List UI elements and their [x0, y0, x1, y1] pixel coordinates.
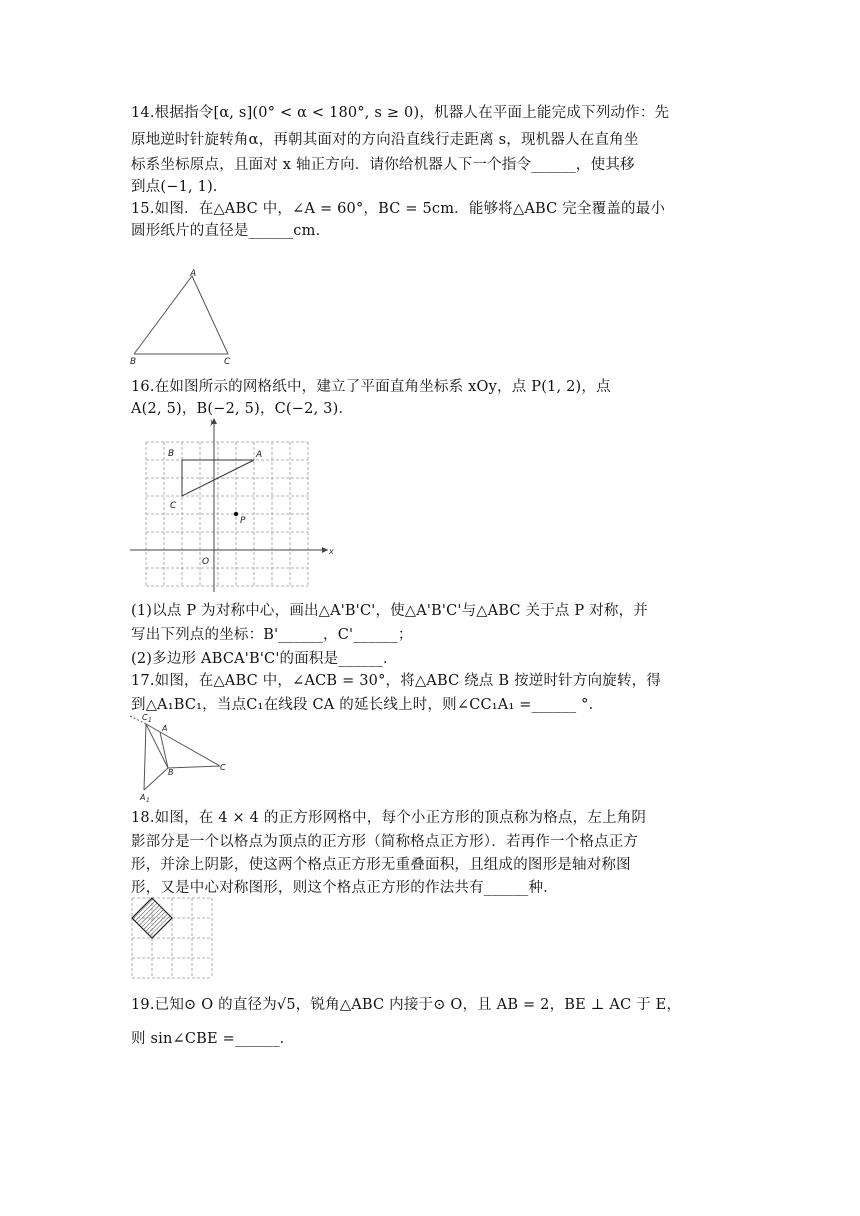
- fig17-label-c: C: [220, 763, 226, 772]
- fig17-label-a: A: [162, 724, 168, 733]
- q19-line-1: 19.已知⊙ O 的直径为√5，锐角△ABC 内接于⊙ O，且 AB = 2，BE ⊥ AC 于 E，: [131, 997, 682, 1013]
- q18-line-3: 形，并涂上阴影，使这两个格点正方形无重叠面积，且组成的图形是轴对称图: [131, 857, 631, 873]
- q17-line-1: 17.如图，在△ABC 中，∠ACB = 30°，将△ABC 绕点 B 按逆时针方向旋转，得: [131, 673, 662, 689]
- q14-line-4: 到点(−1, 1)．: [131, 179, 228, 195]
- fig16-label-p: P: [240, 516, 246, 526]
- fig16-axis-x: x: [329, 547, 334, 556]
- fig16-label-a: A: [256, 450, 263, 460]
- fig16-axis-y: y: [210, 417, 215, 426]
- q16-part2-line: (2)多边形 ABCA'B'C'的面积是______．: [131, 651, 398, 667]
- q16-line-1: 16.在如图所示的网格纸中，建立了平面直角坐标系 xOy，点 P(1, 2)，点: [131, 379, 611, 395]
- q17-line-2: 到△A₁BC₁，当点C₁在线段 CA 的延长线上时，则∠CC₁A₁ =______ °．: [131, 697, 604, 713]
- figure-18-grid: [130, 896, 216, 982]
- fig17-label-a1-sub: 1: [146, 797, 150, 804]
- fig15-label-b: B: [130, 357, 137, 367]
- q15-line-2: 圆形纸片的直径是______cm．: [131, 223, 331, 239]
- figure-15-triangle: [128, 268, 238, 366]
- q18-line-1: 18.如图，在 4 × 4 的正方形网格中，每个小正方形的顶点称为格点，左上角阴: [131, 810, 647, 826]
- q16-part1-line-2: 写出下列点的坐标：B'______，C'______；: [131, 627, 413, 643]
- figure-17-rotation: [128, 712, 238, 804]
- fig17-label-c1: C: [142, 713, 148, 722]
- fig17-label-a1: A: [140, 793, 146, 802]
- q14-line-3: 标系坐标原点，且面对 x 轴正方向．请你给机器人下一个指令______，使其移: [131, 157, 635, 173]
- q16-part1-line-1: (1)以点 P 为对称中心，画出△A'B'C'，使△A'B'C'与△ABC 关于点 P 对称，并: [131, 603, 648, 619]
- fig17-label-c1-sub: 1: [148, 717, 152, 724]
- q14-line-2: 原地逆时针旋转角α，再朝其面对的方向沿直线行走距离 s，现机器人在直角坐: [131, 132, 639, 148]
- figure-16-grid: [128, 414, 343, 594]
- q19-line-2: 则 sin∠CBE =______．: [131, 1031, 295, 1047]
- fig16-label-o: O: [202, 557, 210, 567]
- fig15-label-a: A: [190, 269, 197, 279]
- q18-line-4: 形，又是中心对称图形，则这个格点正方形的作法共有______种．: [131, 880, 558, 896]
- fig15-label-c: C: [224, 357, 231, 367]
- fig16-label-b: B: [168, 449, 175, 459]
- fig16-label-c: C: [170, 501, 177, 511]
- q14-line-1: 14.根据指令[α, s](0° < α < 180°, s ≥ 0)，机器人在平面上能完成下列动作：先: [131, 105, 670, 121]
- q15-line-1: 15.如图．在△ABC 中，∠A = 60°，BC = 5cm．能够将△ABC 完全覆盖的最小: [131, 201, 666, 217]
- q16-line-2: A(2, 5)，B(−2, 5)，C(−2, 3)．: [131, 401, 354, 417]
- fig17-label-b: B: [168, 768, 174, 777]
- q18-line-2: 影部分是一个以格点为顶点的正方形（简称格点正方形）．若再作一个格点正方: [131, 834, 639, 850]
